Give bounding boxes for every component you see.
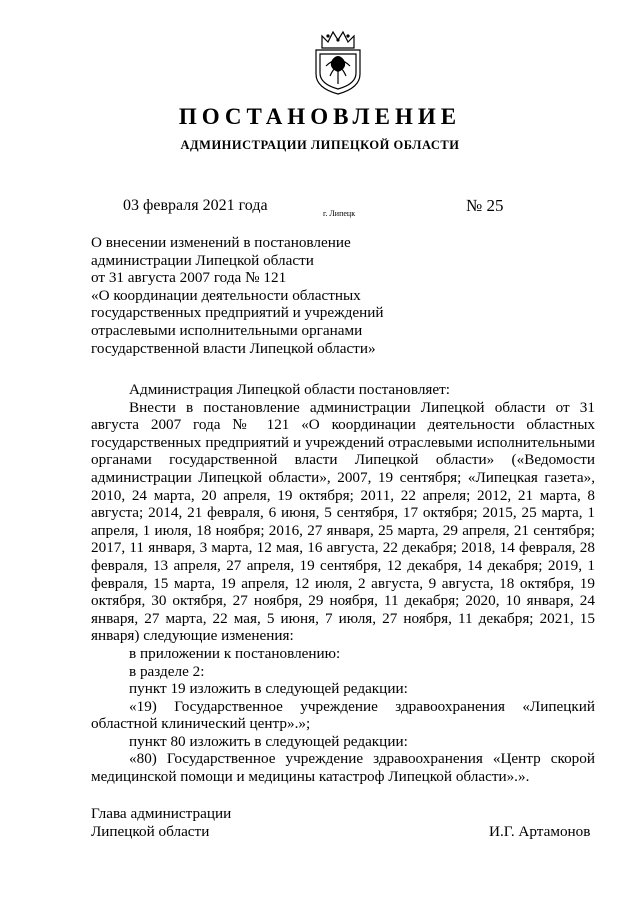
body-paragraph: Администрация Липецкой области постановляет: xyxy=(129,381,450,398)
body-paragraph: «80) Государственное учреждение здравоохранения «Центр скорой медицинской помощи и медицины катастроф Липецкой области».». xyxy=(91,750,595,786)
body-paragraph: пункт 19 изложить в следующей редакции: xyxy=(129,680,408,698)
document-date: 03 февраля 2021 года xyxy=(123,197,268,214)
subject-line: администрации Липецкой области xyxy=(91,251,314,269)
issuer: АДМИНИСТРАЦИИ ЛИПЕЦКОЙ ОБЛАСТИ xyxy=(180,138,460,152)
body-paragraph: в разделе 2: xyxy=(129,662,205,680)
subject-line: О внесении изменений в постановление xyxy=(91,234,351,251)
signatory-name: И.Г. Артамонов xyxy=(489,823,591,840)
document-subject xyxy=(91,234,431,357)
coat-of-arms-icon xyxy=(308,26,368,96)
subject-line: отраслевыми исполнительными органами xyxy=(91,321,363,339)
subject-line: государственных предприятий и учреждений xyxy=(91,304,384,322)
body-paragraph: в приложении к постановлению: xyxy=(129,644,341,662)
document-body xyxy=(91,381,595,786)
signatory-title xyxy=(91,805,231,840)
document-place: г. Липецк xyxy=(323,209,356,218)
signatory-title-line: Липецкой области xyxy=(91,822,210,840)
signatory-title-line: Глава администрации xyxy=(91,805,232,822)
subject-line: государственной власти Липецкой области» xyxy=(91,339,376,357)
body-paragraph: пункт 80 изложить в следующей редакции: xyxy=(129,732,408,750)
document-number: № 25 xyxy=(466,196,504,215)
document-type: ПОСТАНОВЛЕНИЕ xyxy=(178,104,462,129)
body-paragraph: «19) Государственное учреждение здравоохранения «Липецкий областной клинический центр».»; xyxy=(91,697,595,733)
body-paragraph-main: Внести в постановление администрации Липецкой области от 31 августа 2007 года № 121 «О координации деятельности областных государственных предприятий и учреждений отраслевыми исполнительными органами государственной власти Липецкой области» («Ведомости администрации Липецкой области», 2007, 19 сентября; «Липецкая газета», 2010, 24 марта, 20 апреля, 19 октября; 2011, 22 апреля; 2012, 21 марта, 8 августа; 2014, 21 февраля, 6 июня, 5 сентября, 17 октября; 2015, 25 марта, 1 апреля, 1 июля, 18 ноября; 2016, 27 января, 25 марта, 29 апреля, 21 сентября; 2017, 11 января, 3 марта, 12 мая, 16 августа, 22 декабря; 2018, 14 февраля, 28 февраля, 13 апреля, 27 апреля, 19 сентября, 12 декабря, 14 декабря; 2019, 1 февраля, 15 марта, 19 апреля, 12 июля, 2 августа, 9 августа, 18 октября, 19 октября, 30 октября, 27 ноября, 29 ноября, 11 декабря; 2020, 10 января, 24 января, 27 марта, 22 мая, 5 июня, 7 июля, 27 ноября, 11 декабря; 2021, 15 января) следующие изменения: xyxy=(91,398,595,645)
subject-line: «О координации деятельности областных xyxy=(91,286,361,304)
subject-line: от 31 августа 2007 года № 121 xyxy=(91,269,287,287)
